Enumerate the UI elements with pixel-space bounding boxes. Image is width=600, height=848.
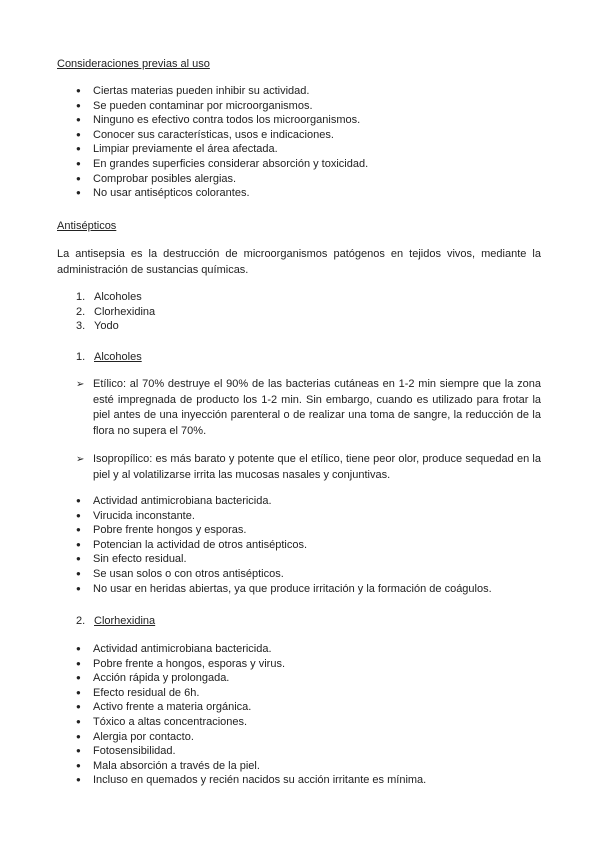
list-item: ● Se usan solos o con otros antisépticos. (76, 567, 492, 582)
list-item: 2. Clorhexidina (76, 305, 156, 318)
list-item: ● Acción rápida y prolongada. (76, 671, 426, 686)
list-item: ● Limpiar previamente el área afectada. (76, 142, 368, 157)
list-item: ● Pobre frente a hongos, esporas y virus. (76, 657, 426, 672)
list-item: ● Efecto residual de 6h. (76, 686, 426, 701)
list-item: ● No usar en heridas abiertas, ya que produce irritación y la formación de coágulos. (76, 582, 492, 597)
list-item: ● Se pueden contaminar por microorganismos. (76, 99, 368, 114)
heading-clorhexidina: 2. Clorhexidina (76, 615, 156, 627)
isopropilico-paragraph: ➢ Isopropílico: es más barato y potente que el etílico, tiene peor olor, produce sequedad en la piel y al volatilizarse irrita las mucosas nasales y conjuntivas. (76, 453, 541, 481)
list-item: ● Activo frente a materia orgánica. (76, 700, 426, 715)
list-item: ● Mala absorción a través de la piel. (76, 759, 426, 774)
list-item: ● No usar antisépticos colorantes. (76, 186, 368, 201)
list-item: ● Potencian la actividad de otros antisépticos. (76, 538, 492, 553)
list-item: ● Actividad antimicrobiana bactericida. (76, 642, 426, 657)
intro-paragraph: La antisepsia es la destrucción de microorganismos patógenos en tejidos vivos, mediante la administración de sustancias químicas. (57, 248, 541, 276)
heading-consideraciones: Consideraciones previas al uso (57, 58, 210, 70)
arrow-bullet-icon: ➢ (76, 454, 85, 465)
list-item: ● Tóxico a altas concentraciones. (76, 715, 426, 730)
list-item: ● Ninguno es efectivo contra todos los microorganismos. (76, 113, 368, 128)
alcoholes-list (76, 494, 492, 596)
list-item: ● Fotosensibilidad. (76, 744, 426, 759)
arrow-bullet-icon: ➢ (76, 379, 85, 390)
antisepticos-numbered-list (76, 290, 155, 334)
heading-alcoholes: 1. Alcoholes (76, 351, 142, 363)
list-item: 1. Alcoholes (76, 291, 142, 303)
list-item: ● Incluso en quemados y recién nacidos su acción irritante es mínima. (76, 773, 426, 788)
list-item: ● Pobre frente hongos y esporas. (76, 523, 492, 538)
list-item: ● Actividad antimicrobiana bactericida. (76, 494, 492, 509)
list-item: ● Alergia por contacto. (76, 730, 426, 745)
list-item: ● Virucida inconstante. (76, 509, 492, 524)
list-item: ● Comprobar posibles alergias. (76, 172, 368, 187)
list-item: ● Conocer sus características, usos e indicaciones. (76, 128, 368, 143)
list-item: ● Sin efecto residual. (76, 552, 492, 567)
list-item: 3. Yodo (76, 320, 119, 332)
list-item: ● En grandes superficies considerar absorción y toxicidad. (76, 157, 368, 172)
clorhexidina-list (76, 642, 426, 788)
etilico-paragraph: ➢ Etílico: al 70% destruye el 90% de las bacterias cutáneas en 1-2 min siempre que la zona esté impregnada de producto los 1-2 min. Sin embargo, cuando es utilizado para frotar la piel antes de una inyección parenteral o de realizar una toma de sangre, la reducción de la flora no supera el 70%. (76, 378, 541, 437)
heading-antisepticos: Antisépticos (57, 220, 117, 232)
list-item: ● Ciertas materias pueden inhibir su actividad. (76, 84, 368, 99)
consideraciones-list (76, 84, 368, 201)
